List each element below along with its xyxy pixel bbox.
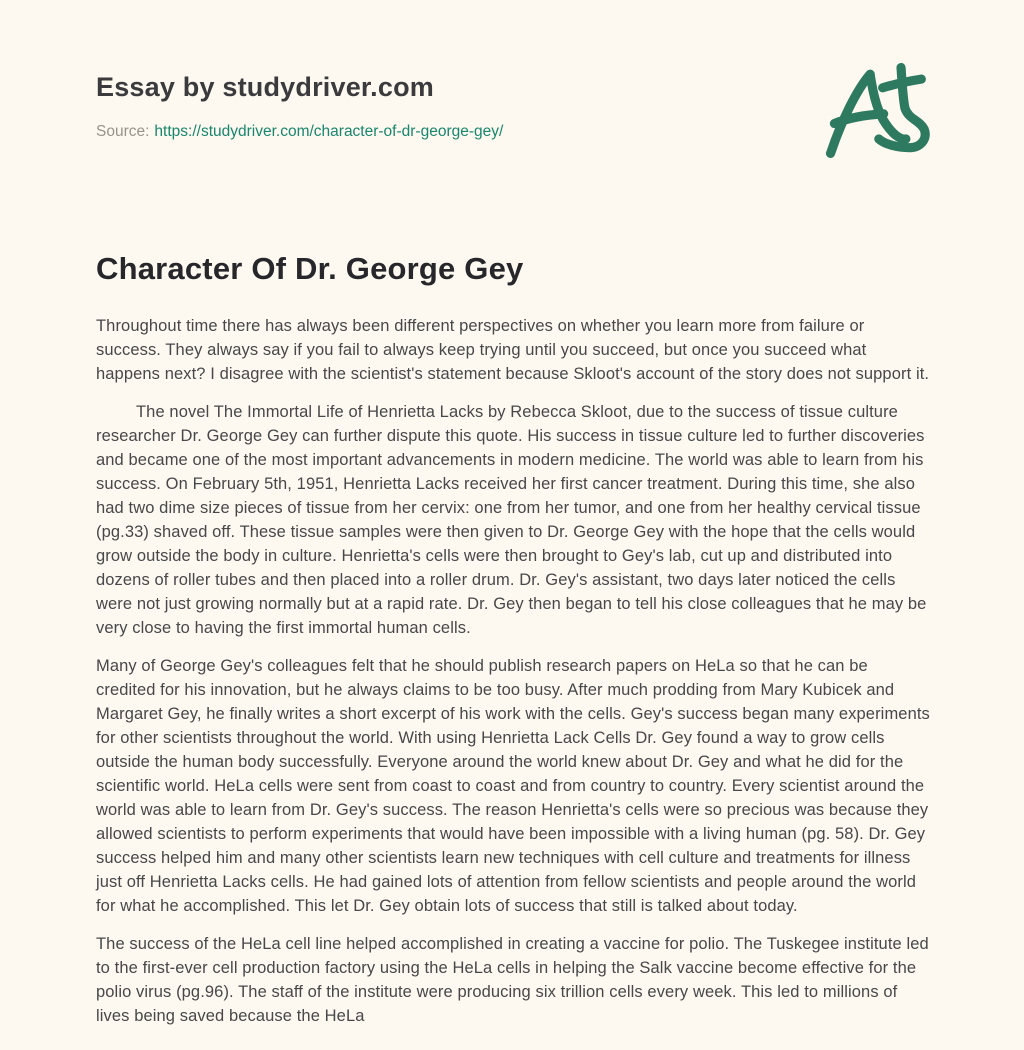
page-header [0,0,1024,141]
essay-body [96,314,930,1028]
source-link[interactable]: https://studydriver.com/character-of-dr-george-gey/ [154,123,504,140]
essay-paragraph: The novel The Immortal Life of Henrietta Lacks by Rebecca Skloot, due to the success of tissue culture researcher Dr. George Gey can further dispute this quote. His success in tissue culture led to further discoveries and became one of the most important advancements in modern medicine. The world was able to learn from his success. On February 5th, 1951, Henrietta Lacks received her first cancer treatment. During this time, she also had two dime size pieces of tissue from her cervix: one from her tumor, and one from her healthy cervical tissue (pg.33) shaved off. These tissue samples were then given to Dr. George Gey with the hope that the cells would grow outside the body in culture. Henrietta's cells were then brought to Gey's lab, cut up and distributed into dozens of roller tubes and then placed into a roller drum. Dr. Gey's assistant, two days later noticed the cells were not just growing normally but at a rapid rate. Dr. Gey then began to tell his close colleagues that he may be very close to having the first immortal human cells. [96,403,927,637]
studydriver-logo [818,56,958,164]
essay-content [96,251,930,1028]
essay-paragraph: Throughout time there has always been different perspectives on whether you learn more from failure or success. They always say if you fail to always keep trying until you succeed, but once you succeed what happens next? I disagree with the scientist's statement because Skloot's account of the story does not support it. [96,317,930,383]
a-plus-logo-icon [818,56,958,164]
essay-paragraph: The success of the HeLa cell line helped accomplished in creating a vaccine for polio. The Tuskegee institute led to the first-ever cell production factory using the HeLa cells in helping the Salk vaccine become effective for the polio virus (pg.96). The staff of the institute were producing six trillion cells every week. This led to millions of lives being saved because the HeLa [96,935,929,1025]
site-header-title: Essay by studydriver.com [96,72,434,102]
source-label: Source: [96,123,150,140]
essay-paragraph: Many of George Gey's colleagues felt that he should publish research papers on HeLa so that he can be credited for his innovation, but he always claims to be too busy. After much prodding from Mary Kubicek and Margaret Gey, he finally writes a short excerpt of his work with the cells. Gey's success began many experiments for other scientists throughout the world. With using Henrietta Lack Cells Dr. Gey found a way to grow cells outside the human body successfully. Everyone around the world knew about Dr. Gey and what he did for the scientific world. HeLa cells were sent from coast to coast and from country to country. Every scientist around the world was able to learn from Dr. Gey's success. The reason Henrietta's cells were so precious was because they allowed scientists to perform experiments that would have been impossible with a living human (pg. 58). Dr. Gey success helped him and many other scientists learn new techniques with cell culture and treatments for illness just off Henrietta Lacks cells. He had gained lots of attention from fellow scientists and people around the world for what he accomplished. This let Dr. Gey obtain lots of success that still is talked about today. [96,657,930,915]
essay-title: Character Of Dr. George Gey [96,251,524,286]
